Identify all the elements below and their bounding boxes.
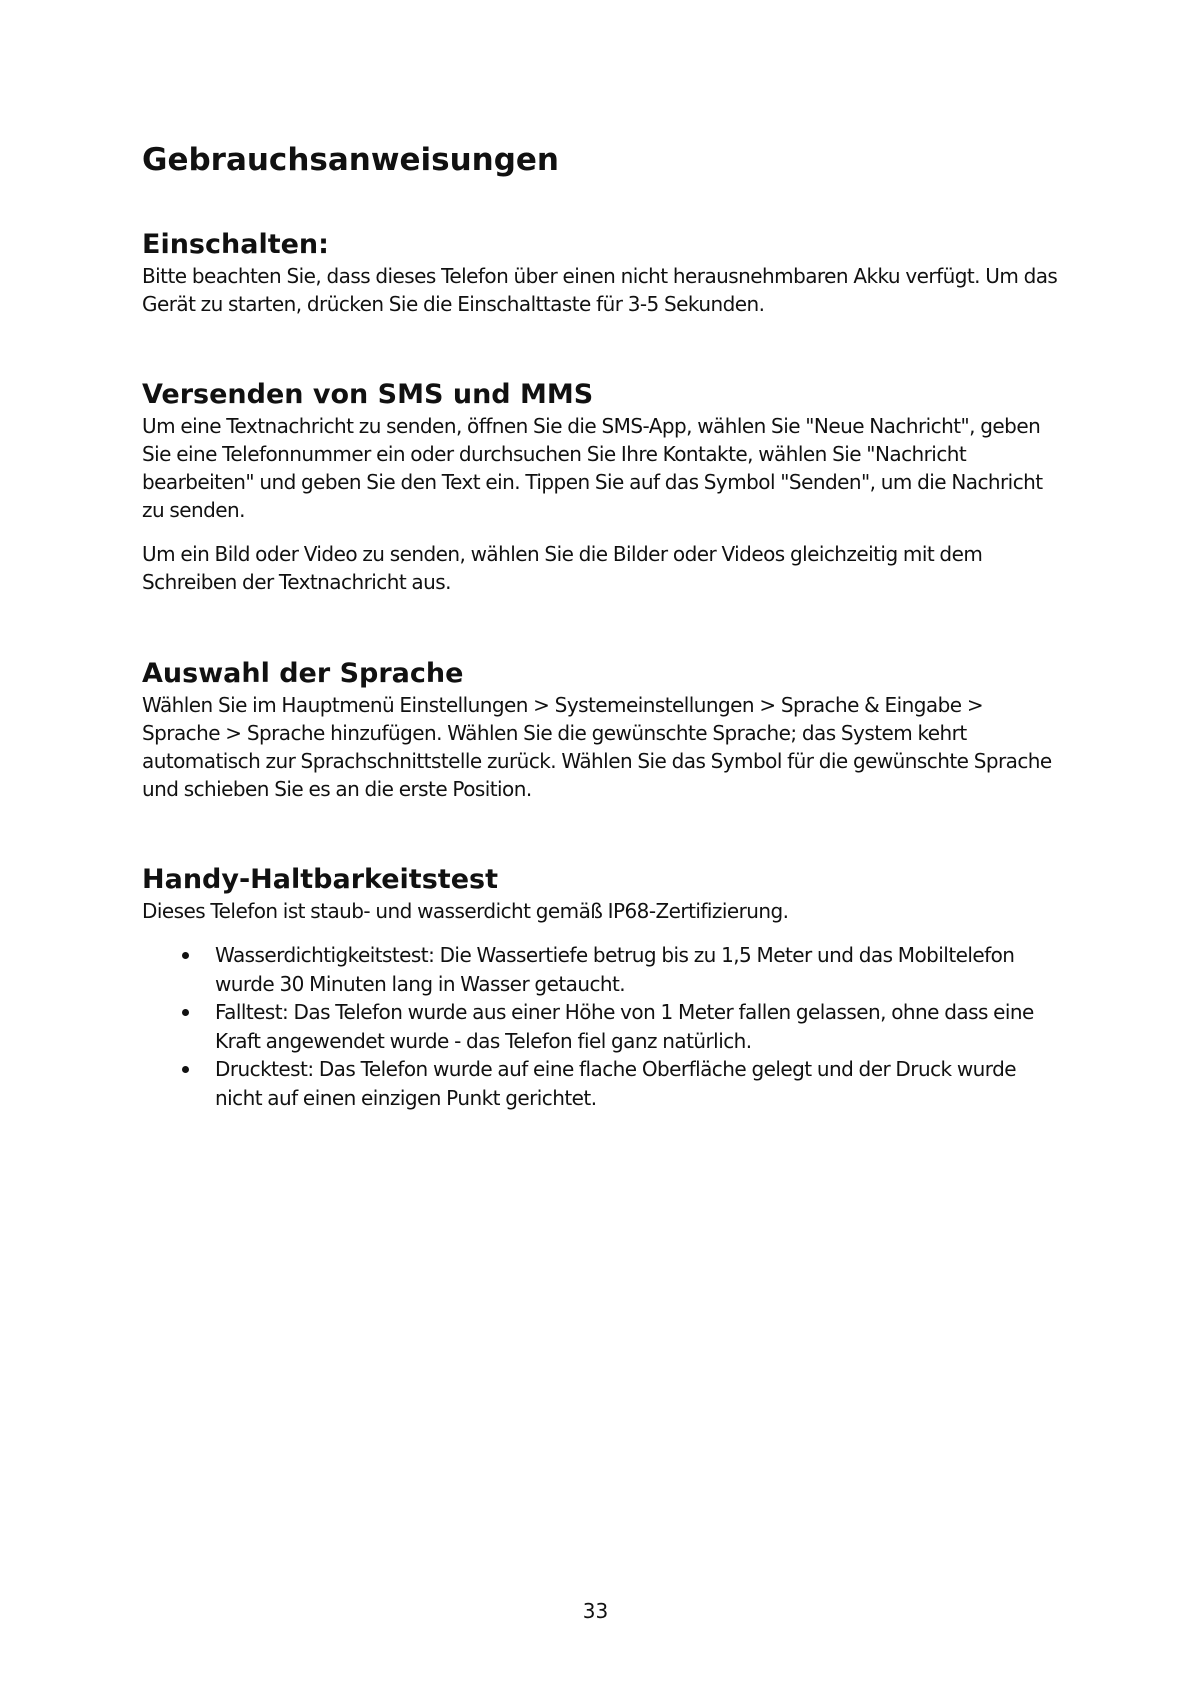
list-item [142,1055,1062,1112]
bullet-icon [182,952,189,959]
section-paragraph: Um ein Bild oder Video zu senden, wählen Sie die Bilder oder Videos gleichzeitig mit dem Schreiben der Textnachricht aus. [142,542,983,594]
page-title: Gebrauchsanweisungen [142,142,559,178]
list-item [142,941,1062,998]
section-paragraph: Wählen Sie im Hauptmenü Einstellungen > Systemeinstellungen > Sprache & Eingabe > Sprache > Sprache hinzufügen. Wählen Sie die gewünschte Sprache; das System kehrt automatisch zur Sprachschnittstelle zurück. Wählen Sie das Symbol für die gewünschte Sprache und schieben Sie es an die erste Position. [142,693,1052,801]
section-paragraph: Um eine Textnachricht zu senden, öffnen Sie die SMS-App, wählen Sie "Neue Nachricht", geben Sie eine Telefonnummer ein oder durchsuchen Sie Ihre Kontakte, wählen Sie "Nachricht bearbeiten" und geben Sie den Text ein. Tippen Sie auf das Symbol "Senden", um die Nachricht zu senden. [142,414,1043,522]
list-item [142,998,1062,1055]
list-item-text: Wasserdichtigkeitstest: Die Wassertiefe betrug bis zu 1,5 Meter und das Mobiltelefon wurde 30 Minuten lang in Wasser getaucht. [215,943,1015,996]
section-paragraph: Bitte beachten Sie, dass dieses Telefon über einen nicht herausnehmbaren Akku verfügt. Um das Gerät zu starten, drücken Sie die Einschalttaste für 3-5 Sekunden. [142,264,1058,316]
section-heading: Versenden von SMS und MMS [142,379,594,410]
section-heading: Handy-Haltbarkeitstest [142,864,498,895]
section-paragraph: Dieses Telefon ist staub- und wasserdicht gemäß IP68-Zertifizierung. [142,899,789,923]
bullet-icon [182,1009,189,1016]
section-einschalten [142,228,1062,318]
bullet-icon [182,1066,189,1073]
section-heading: Auswahl der Sprache [142,658,464,689]
section-heading: Einschalten: [142,229,329,260]
list-item-text: Falltest: Das Telefon wurde aus einer Höhe von 1 Meter fallen gelassen, ohne dass eine Kraft angewendet wurde - das Telefon fiel ganz natürlich. [215,1000,1034,1053]
list-item-text: Drucktest: Das Telefon wurde auf eine flache Oberfläche gelegt und der Druck wurde nicht auf einen einzigen Punkt gerichtet. [215,1057,1017,1110]
page-number: 33 [582,1599,609,1623]
section-sms-mms [142,378,1062,596]
section-sprache [142,657,1062,803]
section-haltbarkeitstest [142,863,1062,1112]
bullet-list [142,941,1062,1112]
